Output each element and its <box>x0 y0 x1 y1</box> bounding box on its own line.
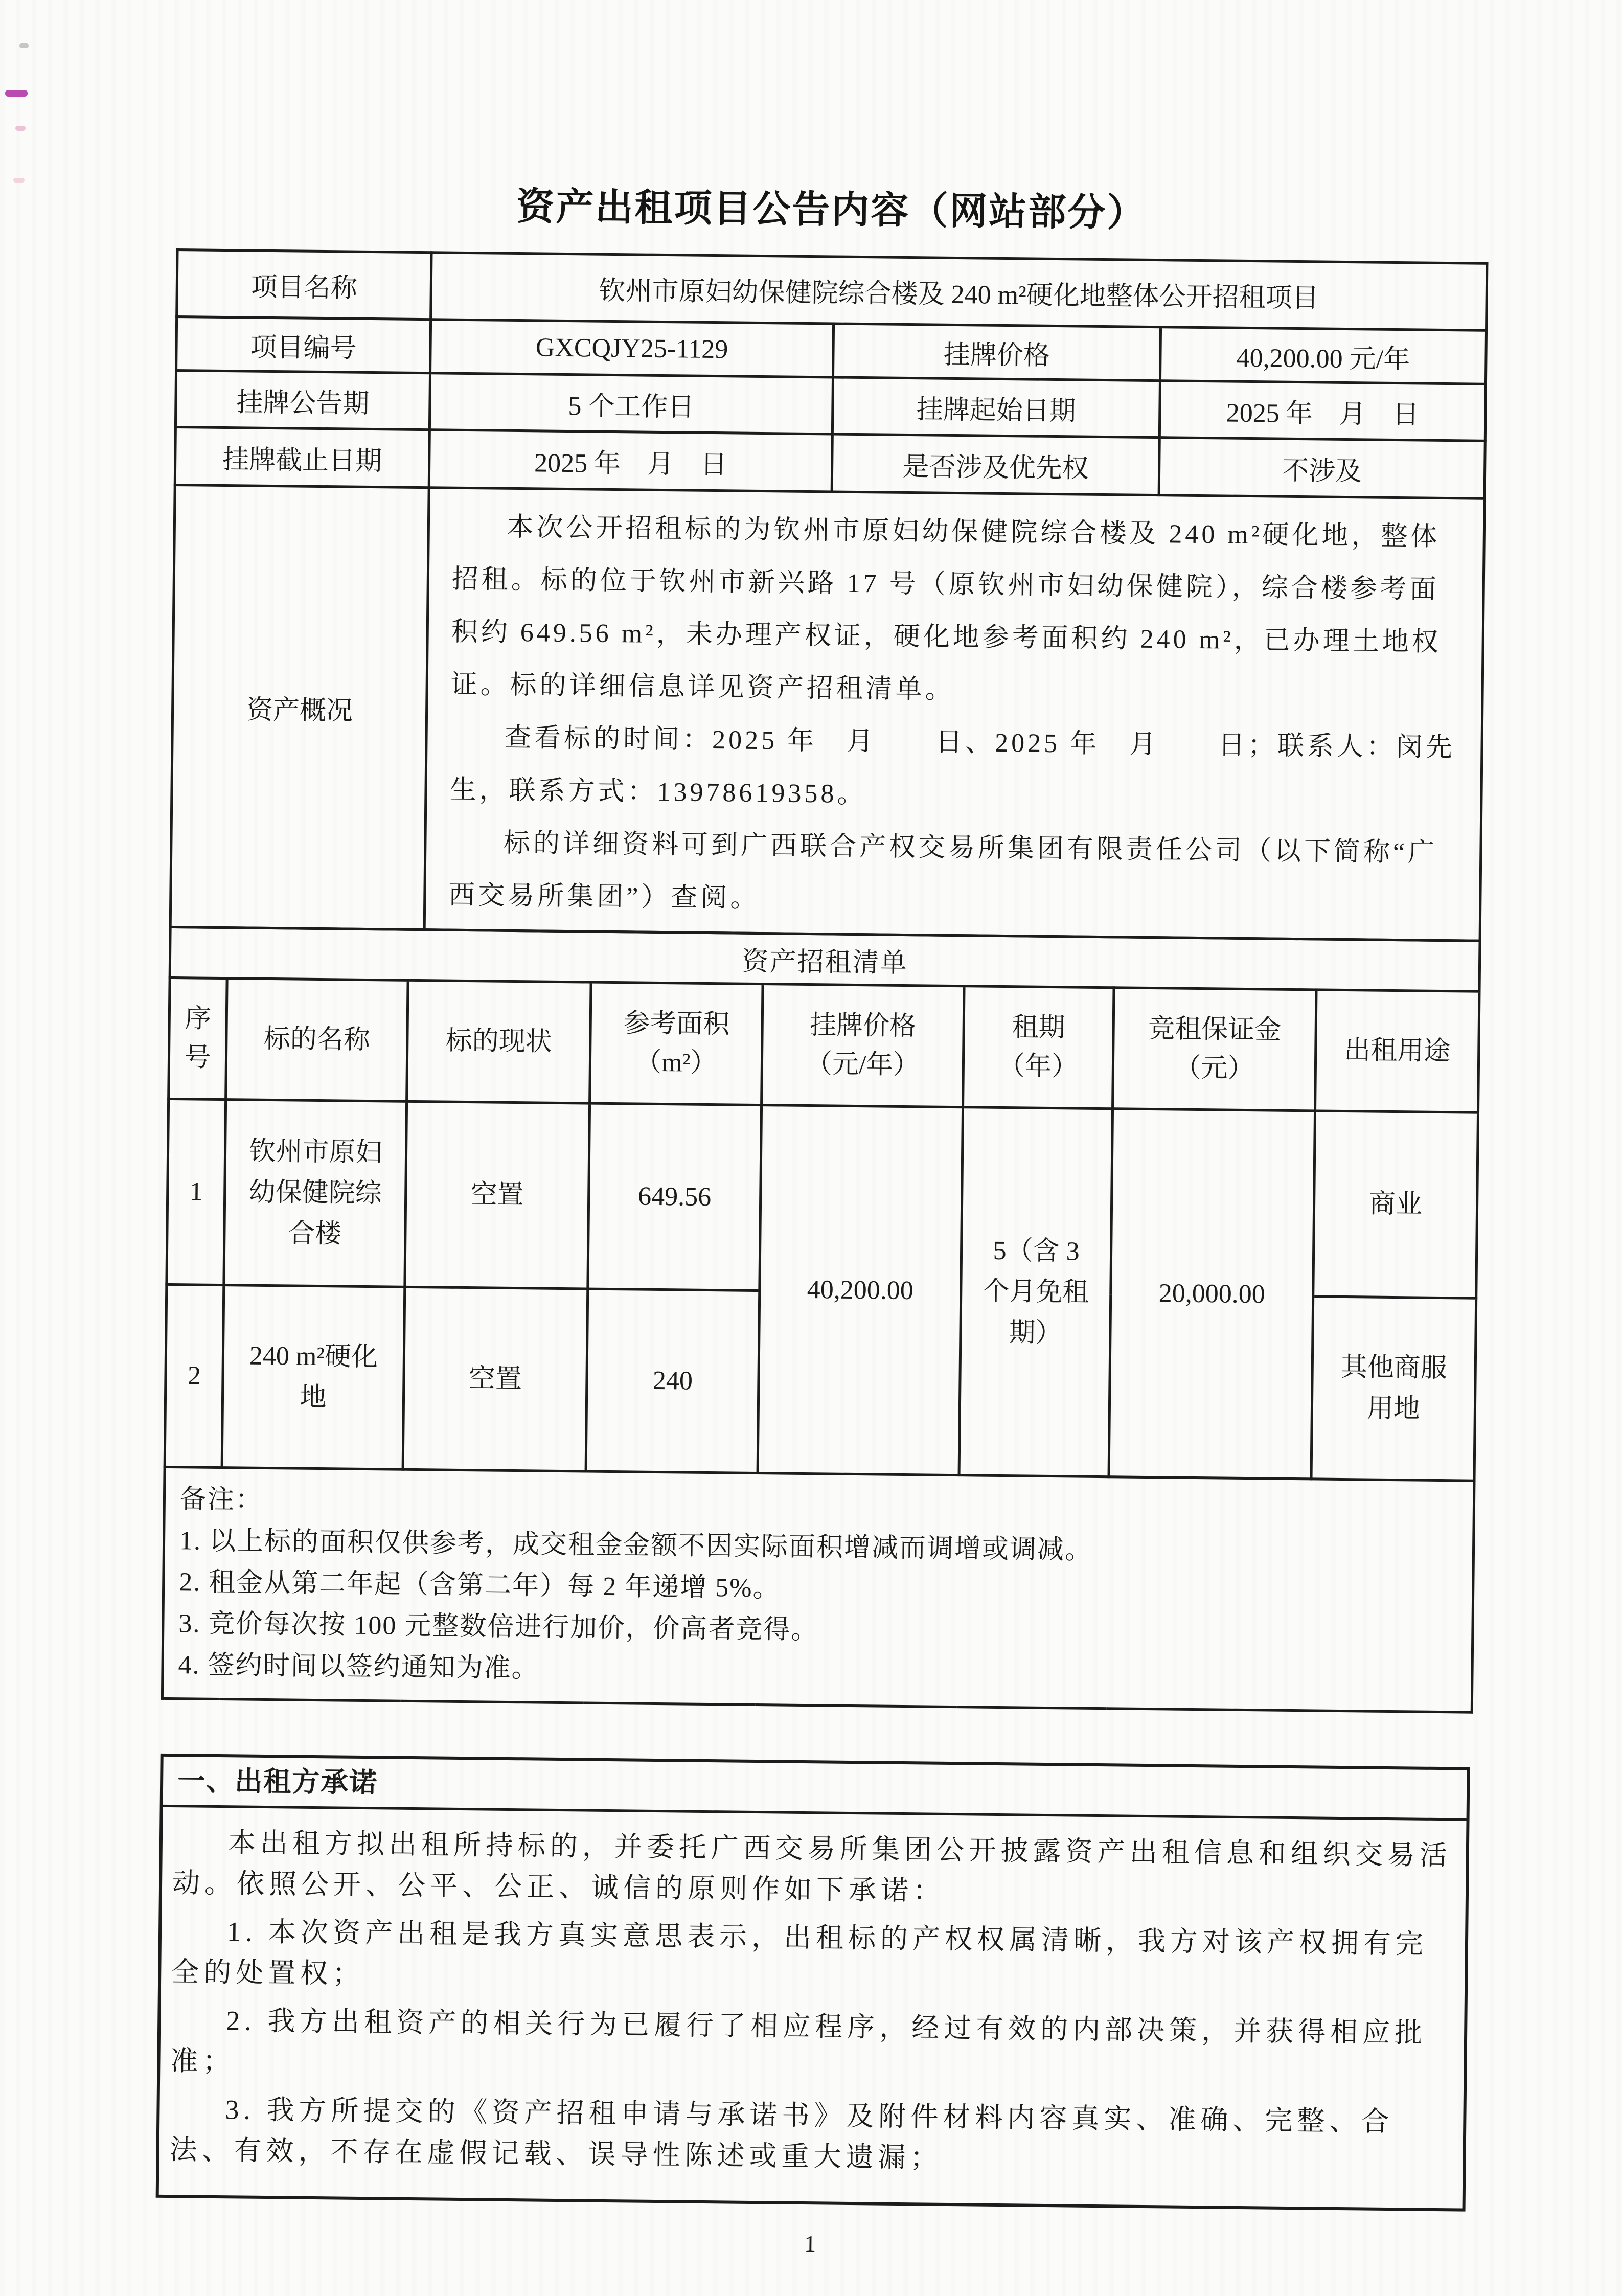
col-header-deposit: 竞租保证金 （元） <box>1113 988 1316 1111</box>
table-row <box>167 1099 1478 1298</box>
project-name-label: 项目名称 <box>177 250 431 320</box>
col-header-area: 参考面积 （m²） <box>590 982 763 1105</box>
project-name-value: 钦州市原妇幼保健院综合楼及 240 m²硬化地整体公开招租项目 <box>431 253 1487 331</box>
row1-name: 钦州市原妇幼保健院综合楼 <box>224 1100 407 1287</box>
col-header-price: 挂牌价格 （元/年） <box>762 984 964 1107</box>
listing-table-caption: 资产招租清单 <box>170 927 1480 991</box>
remarks-item-2: 2. 租金从第二年起（含第二年）每 2 年递增 5%。 <box>178 1567 781 1603</box>
col-header-term: 租期 （年） <box>963 986 1114 1109</box>
commitment-item-3: 3. 我方所提交的《资产招租申请与承诺书》及附件材料内容真实、准确、完整、合法、有效，不存在虚假记载、误导性陈述或重大遗漏； <box>169 2094 1394 2173</box>
asset-overview-paragraph-1: 本次公开招租标的为钦州市原妇幼保健院综合楼及 240 m²硬化地，整体招租。标的位于钦州市新兴路 17 号（原钦州市妇幼保健院），综合楼参考面积约 649.56 m²，未办理产权证，硬化地参考面积约 240 m²，已办理土地权证。标的详细信息详见资产招租清单。 <box>450 512 1442 704</box>
commitment-heading: 一、出租方承诺 <box>163 1757 1467 1821</box>
commitment-item-2: 2. 我方出租资产的相关行为已履行了相应程序，经过有效的内部决策，并获得相应批准； <box>170 2005 1427 2077</box>
project-code-value: GXCQJY25-1129 <box>430 320 834 377</box>
asset-overview-paragraph-2: 查看标的时间：2025 年 月 日、2025 年 月 日；联系人：闵先生，联系方式：13978619358。 <box>449 723 1456 809</box>
remarks-label: 备注： <box>179 1485 263 1515</box>
col-header-status: 标的现状 <box>407 980 591 1103</box>
scan-artifact-pink-dash-1 <box>15 126 26 131</box>
asset-overview-label: 资产概况 <box>170 485 429 929</box>
scan-artifact-pink-dash-2 <box>13 178 25 183</box>
priority-right-label: 是否涉及优先权 <box>832 434 1159 495</box>
asset-overview-paragraph-3: 标的详细资料可到广西联合产权交易所集团有限责任公司（以下简称“广西交易所集团”）查阅。 <box>448 828 1438 914</box>
commitment-body <box>159 1807 1467 2209</box>
shared-price: 40,200.00 <box>758 1105 963 1475</box>
col-header-name: 标的名称 <box>226 979 408 1102</box>
start-date-value: 2025 年 月 日 <box>1159 381 1486 441</box>
col-header-use: 出租用途 <box>1315 990 1479 1112</box>
start-date-label: 挂牌起始日期 <box>832 377 1160 438</box>
announcement-period-label: 挂牌公告期 <box>175 371 430 430</box>
remarks-block <box>162 1467 1474 1712</box>
lessor-commitment-section <box>156 1754 1470 2212</box>
listing-price-label: 挂牌价格 <box>833 324 1161 381</box>
row2-area: 240 <box>586 1289 760 1473</box>
row2-name: 240 m²硬化地 <box>222 1285 405 1470</box>
listing-price-value: 40,200.00 元/年 <box>1160 327 1486 384</box>
scanned-document <box>155 179 1487 2264</box>
scan-artifact-gray-dash <box>19 43 29 48</box>
page-title: 资产出租项目公告内容（网站部分） <box>516 186 1147 235</box>
row1-area: 649.56 <box>588 1103 762 1290</box>
project-code-label: 项目编号 <box>176 317 431 373</box>
row2-status: 空置 <box>403 1287 588 1471</box>
scan-artifact-magenta-dash <box>5 90 28 97</box>
announcement-period-value: 5 个工作日 <box>429 373 833 434</box>
remarks-item-1: 1. 以上标的面积仅供参考，成交租金金额不因实际面积增减而调增或调减。 <box>179 1526 1093 1565</box>
commitment-intro: 本出租方拟出租所持标的，并委托广西交易所集团公开披露资产出租信息和组织交易活动。依照公开、公平、公正、诚信的原则作如下承诺： <box>172 1827 1452 1906</box>
commitment-item-1: 1. 本次资产出租是我方真实意思表示，出租标的产权权属清晰，我方对该产权拥有完全的处置权； <box>171 1916 1428 1990</box>
row2-seq: 2 <box>165 1284 224 1467</box>
shared-term: 5（含 3 个月免租期） <box>959 1107 1113 1477</box>
shared-deposit: 20,000.00 <box>1109 1109 1315 1479</box>
row2-use: 其他商服用地 <box>1311 1297 1476 1481</box>
priority-right-value: 不涉及 <box>1159 438 1485 499</box>
row1-status: 空置 <box>405 1101 590 1289</box>
col-header-seq: 序 号 <box>169 977 227 1099</box>
row1-seq: 1 <box>167 1099 226 1285</box>
remarks-item-4: 4. 签约时间以签约通知为准。 <box>178 1650 539 1684</box>
remarks-item-3: 3. 竞价每次按 100 元整数倍进行加价，价高者竞得。 <box>178 1609 819 1645</box>
page-number: 1 <box>804 2231 816 2257</box>
end-date-label: 挂牌截止日期 <box>175 427 429 487</box>
asset-overview-text <box>424 488 1484 941</box>
end-date-value: 2025 年 月 日 <box>429 430 832 492</box>
row1-use: 商业 <box>1313 1111 1478 1298</box>
project-info-table <box>169 248 1489 942</box>
asset-listing-table <box>161 926 1481 1714</box>
